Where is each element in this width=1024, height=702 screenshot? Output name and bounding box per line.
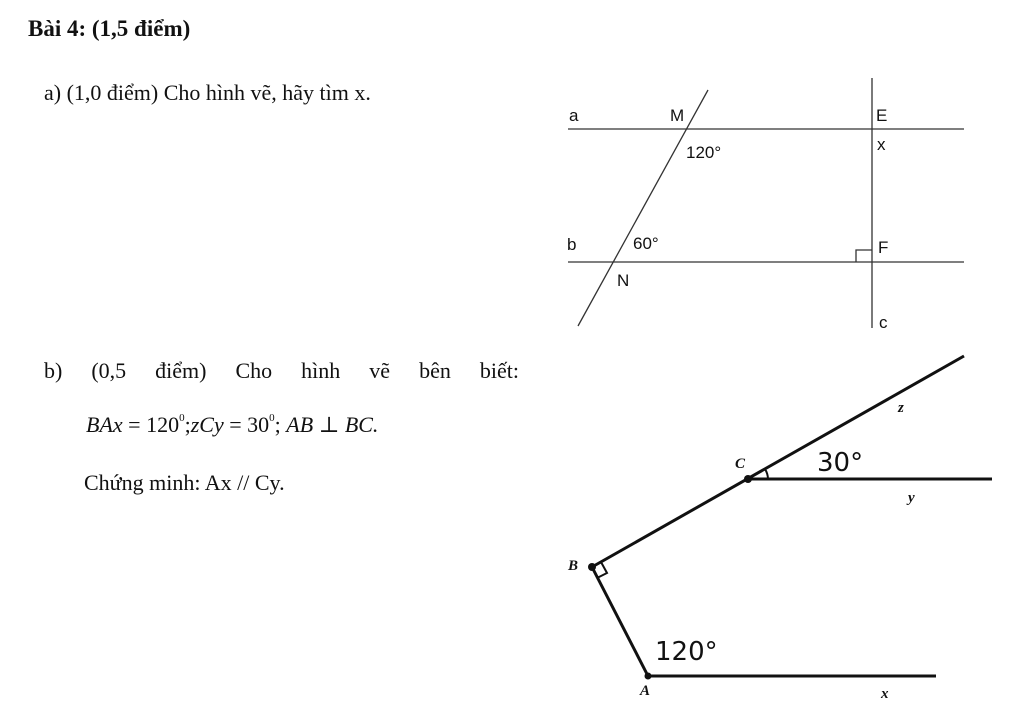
- angle-m-label: 120°: [686, 143, 722, 162]
- point-a: [645, 673, 652, 680]
- right-angle-mark: [856, 250, 872, 262]
- separator: ;: [274, 412, 281, 437]
- prove-statement: Chứng minh: Ax // Cy.: [84, 470, 285, 495]
- label-x: x: [877, 135, 886, 154]
- angle-n-label: 60°: [633, 234, 659, 253]
- label-z-ray: z: [898, 400, 904, 416]
- label-n: N: [617, 271, 630, 290]
- part-b-word: biết:: [479, 358, 519, 383]
- label-y-ray: y: [908, 490, 915, 506]
- label-x-ray: x: [881, 686, 889, 702]
- angle-bax-value: = 120: [122, 412, 180, 437]
- part-b-word: (0,5: [91, 358, 127, 383]
- label-b: b: [567, 235, 577, 254]
- angle-c-label: 30°: [817, 448, 864, 478]
- angle-zcy-value: = 30: [223, 412, 270, 437]
- label-b-point: B: [568, 558, 579, 574]
- transversal-mn: [578, 90, 708, 326]
- angle-zcy-name: zCy: [190, 412, 224, 437]
- label-c-point: C: [735, 456, 746, 472]
- segment-ba: [592, 567, 648, 676]
- degree-mark: 0: [269, 411, 275, 424]
- figure-a: [568, 78, 964, 328]
- label-m: M: [670, 106, 685, 125]
- problem-title: Bài 4: (1,5 điểm): [28, 16, 191, 41]
- part-b-word: b): [44, 358, 63, 383]
- label-a-point: A: [640, 683, 651, 699]
- part-b-word: vẽ: [369, 358, 391, 383]
- label-e: E: [876, 106, 888, 125]
- angle-a-label: 120°: [655, 637, 718, 667]
- part-b-word: bên: [419, 358, 451, 383]
- part-b-word: điểm): [155, 358, 207, 383]
- perpendicular-condition: AB ⊥ BC.: [286, 412, 379, 437]
- label-a: a: [569, 106, 579, 125]
- part-b-word: Cho: [235, 358, 273, 383]
- ray-bz: [592, 356, 964, 567]
- figure-b: [592, 356, 992, 676]
- part-a-text: a) (1,0 điểm) Cho hình vẽ, hãy tìm x.: [44, 80, 371, 105]
- degree-mark: 0: [179, 411, 185, 424]
- point-b: [588, 563, 596, 571]
- point-c: [744, 475, 752, 483]
- separator: ;: [184, 412, 191, 437]
- label-c: c: [879, 313, 888, 332]
- label-f: F: [878, 238, 889, 257]
- angle-bax-name: BAx: [86, 412, 123, 437]
- part-b-word: hình: [301, 358, 341, 383]
